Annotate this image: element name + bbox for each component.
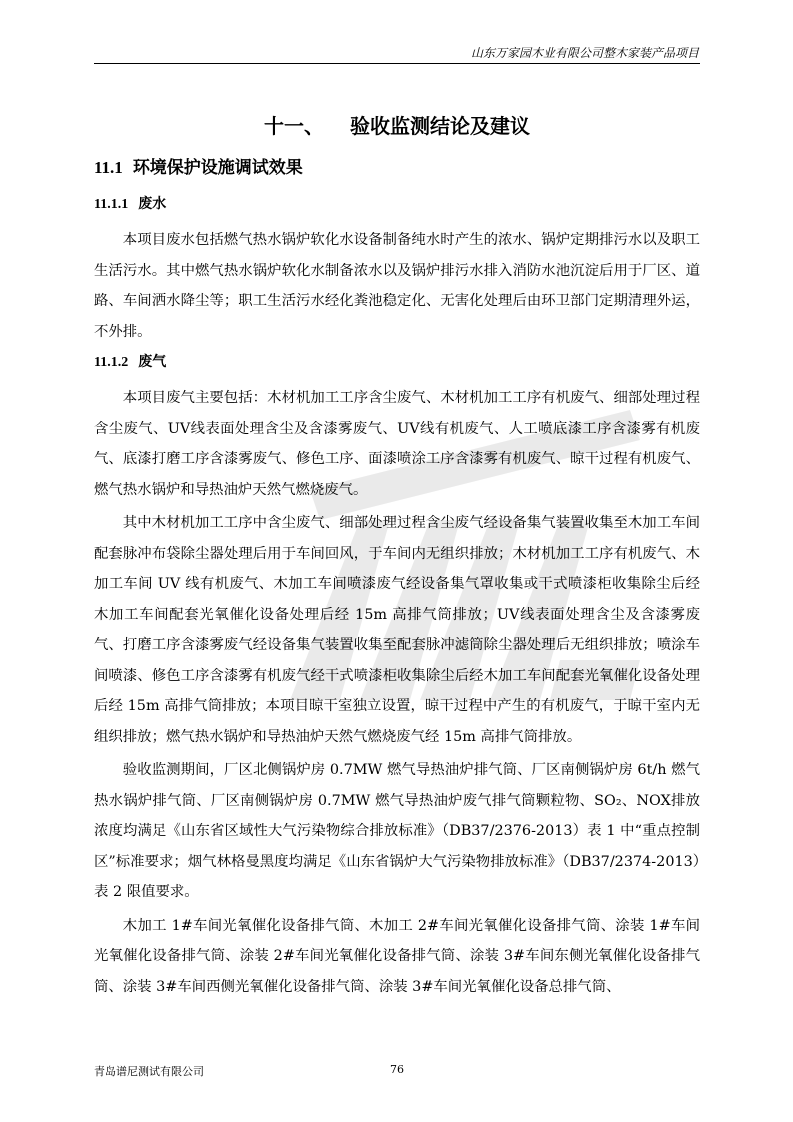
footer-company: 青岛谱尼测试有限公司 bbox=[94, 1065, 204, 1078]
paragraph-boiler-monitoring: 验收监测期间，厂区北侧锅炉房 0.7MW 燃气导热油炉排气筒、厂区南侧锅炉房 6t/h 燃气热水锅炉排气筒、厂区南侧锅炉房 0.7MW 燃气导热油炉废气排气筒颗粒物、SO₂、NOX排放浓度均满足《山东省区域性大气污染物综合排放标准》（DB37/2376-2013）表 1 中“重点控制区”标准要求；烟气林格曼黑度均满足《山东省锅炉大气污染物排放标准》（DB37/2374-2013）表 2 限值要求。 bbox=[94, 762, 700, 900]
section-heading bbox=[94, 156, 700, 180]
chapter-title bbox=[94, 110, 700, 142]
chapter-title-text: 验收监测结论及建议 bbox=[350, 114, 530, 138]
subsection-number: 11.1.1 bbox=[94, 197, 129, 212]
paragraph-exhaust-treatment: 其中木材机加工工序中含尘废气、细部处理过程含尘废气经设备集气装置收集至木加工车间配套脉冲布袋除尘器处理后用于车间回风，于车间内无组织排放；木材机加工工序有机废气、木加工车间 UV 线有机废气、木加工车间喷漆废气经设备集气罩收集或干式喷漆柜收集除尘后经木加工车间配套光氧催化设备处理后经 15m 高排气筒排放；UV线表面处理含尘及含漆雾废气、打磨工序含漆雾废气经设备集气装置收集至配套脉冲滤筒除尘器处理后无组织排放；喷涂车间喷漆、修色工序含漆雾有机废气经干式喷漆柜收集除尘后经木加工车间配套光氧催化设备处理后经 15m 高排气筒排放；本项目晾干室独立设置，晾干过程中产生的有机废气，于晾干室内无组织排放；燃气热水锅炉和导热油炉天然气燃烧废气经 15m 高排气筒排放。 bbox=[94, 515, 700, 745]
subsection-title: 废水 bbox=[138, 196, 167, 212]
subsection-heading-wastewater bbox=[94, 192, 700, 217]
paragraph-exhaust-sources: 本项目废气主要包括：木材机加工工序含尘废气、木材机加工工序有机废气、细部处理过程含尘废气、UV线表面处理含尘及含漆雾废气、UV线有机废气、人工喷底漆工序含漆雾有机废气、底漆打磨工序含漆雾废气、修色工序、面漆喷涂工序含漆雾有机废气、晾干过程有机废气、燃气热水锅炉和导热油炉天然气燃烧废气。 bbox=[94, 390, 700, 498]
subsection-title: 废气 bbox=[138, 354, 167, 370]
chapter-number: 十一、 bbox=[264, 114, 324, 138]
page-number: 76 bbox=[390, 1063, 404, 1076]
paragraph-stack-list: 木加工 1#车间光氧催化设备排气筒、木加工 2#车间光氧催化设备排气筒、涂装 1#车间光氧催化设备排气筒、涂装 2#车间光氧催化设备排气筒、涂装 3#车间东侧光氧催化设备排气筒、涂装 3#车间西侧光氧催化设备排气筒、涂装 3#车间光氧催化设备总排气筒、 bbox=[94, 917, 700, 995]
page-content bbox=[94, 110, 700, 1005]
subsection-number: 11.1.2 bbox=[94, 355, 129, 370]
section-number: 11.1 bbox=[94, 158, 123, 177]
header-rule bbox=[94, 63, 700, 64]
subsection-heading-exhaust bbox=[94, 350, 700, 375]
paragraph-wastewater: 本项目废水包括燃气热水锅炉软化水设备制备纯水时产生的浓水、锅炉定期排污水以及职工生活污水。其中燃气热水锅炉软化水制备浓水以及锅炉排污水排入消防水池沉淀后用于厂区、道路、车间洒水降尘等；职工生活污水经化粪池稳定化、无害化处理后由环卫部门定期清理外运，不外排。 bbox=[94, 232, 700, 340]
section-title: 环境保护设施调试效果 bbox=[132, 158, 303, 178]
running-header: 山东万家园木业有限公司整木家装产品项目 bbox=[470, 46, 699, 60]
